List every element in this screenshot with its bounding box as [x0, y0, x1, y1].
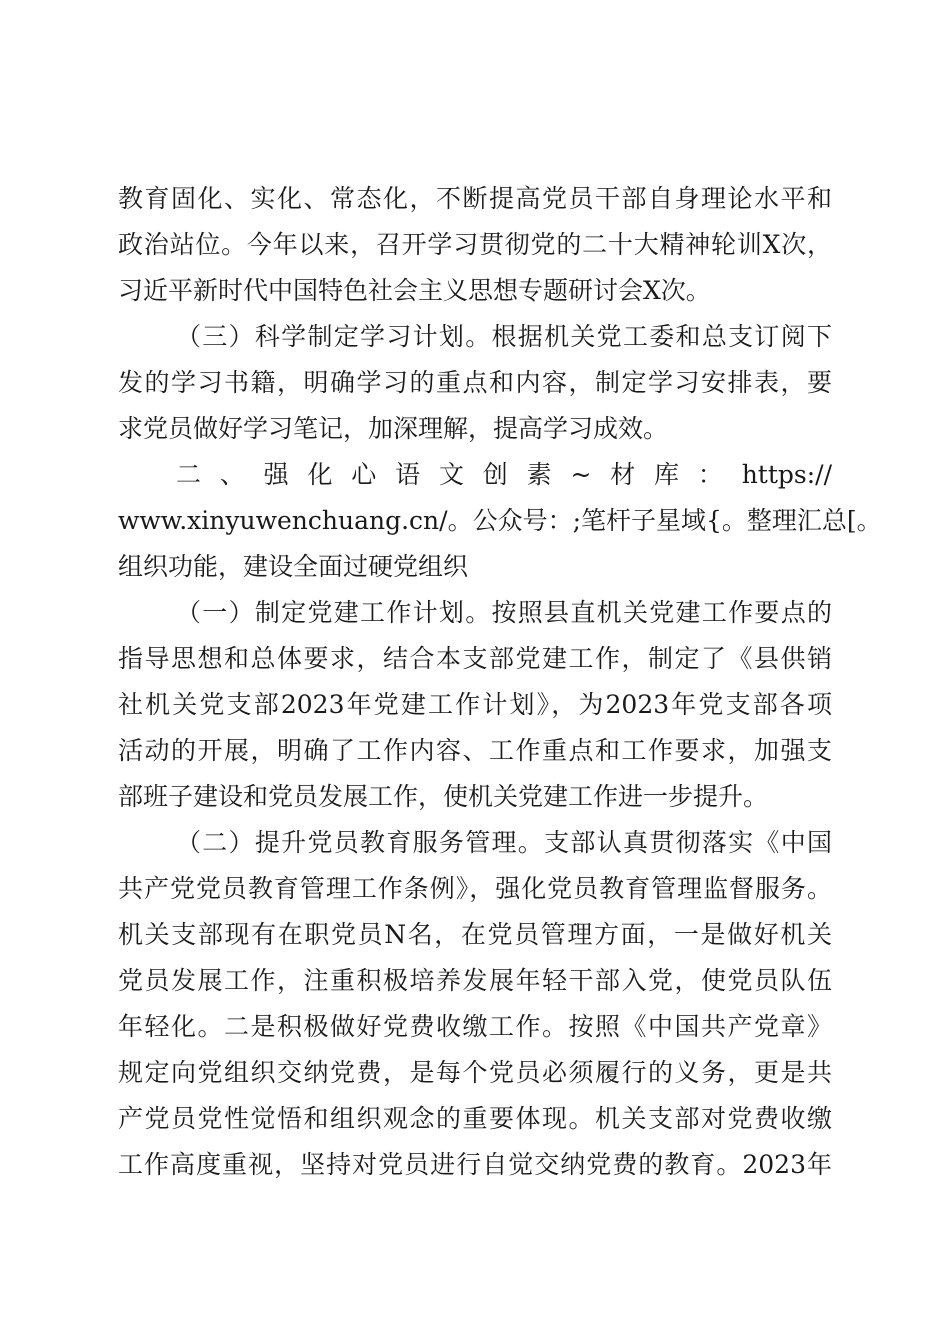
text-line: 求党员做好学习笔记，加深理解，提高学习成效。	[118, 414, 669, 443]
text-line: 习近平新时代中国特色社会主义思想专题研讨会X次。	[118, 276, 711, 305]
text-line: 工作高度重视，坚持对党员进行自觉交纳党费的教育。2023年	[118, 1150, 832, 1179]
paragraph-study-plan	[118, 314, 832, 452]
text-line: 党员发展工作，注重积极培养发展年轻干部入党，使党员队伍	[118, 966, 832, 995]
text-line: 产党员党性觉悟和组织观念的重要体现。机关支部对党费收缴	[118, 1104, 832, 1133]
text-line: 组织功能，建设全面过硬党组织	[118, 552, 469, 581]
text-line: 社机关党支部2023年党建工作计划》，为2023年党支部各项	[118, 690, 832, 719]
text-line: 指导思想和总体要求，结合本支部党建工作，制定了《县供销	[118, 644, 832, 673]
text-line: 活动的开展，明确了工作内容、工作重点和工作要求，加强支	[118, 736, 832, 765]
text-line: （一）制定党建工作计划。按照县直机关党建工作要点的	[176, 598, 832, 627]
text-line: 年轻化。二是积极做好党费收缴工作。按照《中国共产党章》	[118, 1012, 832, 1041]
text-line: 共产党党员教育管理工作条例》，强化党员教育管理监督服务。	[118, 874, 832, 903]
paragraph-section-two-heading	[118, 452, 882, 590]
text-line: 发的学习书籍，明确学习的重点和内容，制定学习安排表，要	[118, 368, 832, 397]
paragraph-member-management	[118, 820, 832, 1188]
text-line: 规定向党组织交纳党费，是每个党员必须履行的义务，更是共	[118, 1058, 832, 1087]
text-line: www.xinyuwenchuang.cn/。公众号：;笔杆子星域{。整理汇总[。	[118, 506, 882, 535]
text-line: 政治站位。今年以来，召开学习贯彻党的二十大精神轮训X次，	[118, 230, 832, 259]
paragraph-study-education	[118, 176, 832, 314]
text-line: 教育固化、实化、常态化，不断提高党员干部自身理论水平和	[118, 184, 832, 213]
text-line: 部班子建设和党员发展工作，使机关党建工作进一步提升。	[118, 782, 769, 811]
text-line: （三）科学制定学习计划。根据机关党工委和总支订阅下	[176, 322, 832, 351]
paragraph-party-work-plan	[118, 590, 832, 820]
text-line: 二、强化心语文创素~材库：https://	[176, 460, 832, 489]
text-line: （二）提升党员教育服务管理。支部认真贯彻落实《中国	[176, 828, 832, 857]
text-line: 机关支部现有在职党员N名，在党员管理方面，一是做好机关	[118, 920, 832, 949]
